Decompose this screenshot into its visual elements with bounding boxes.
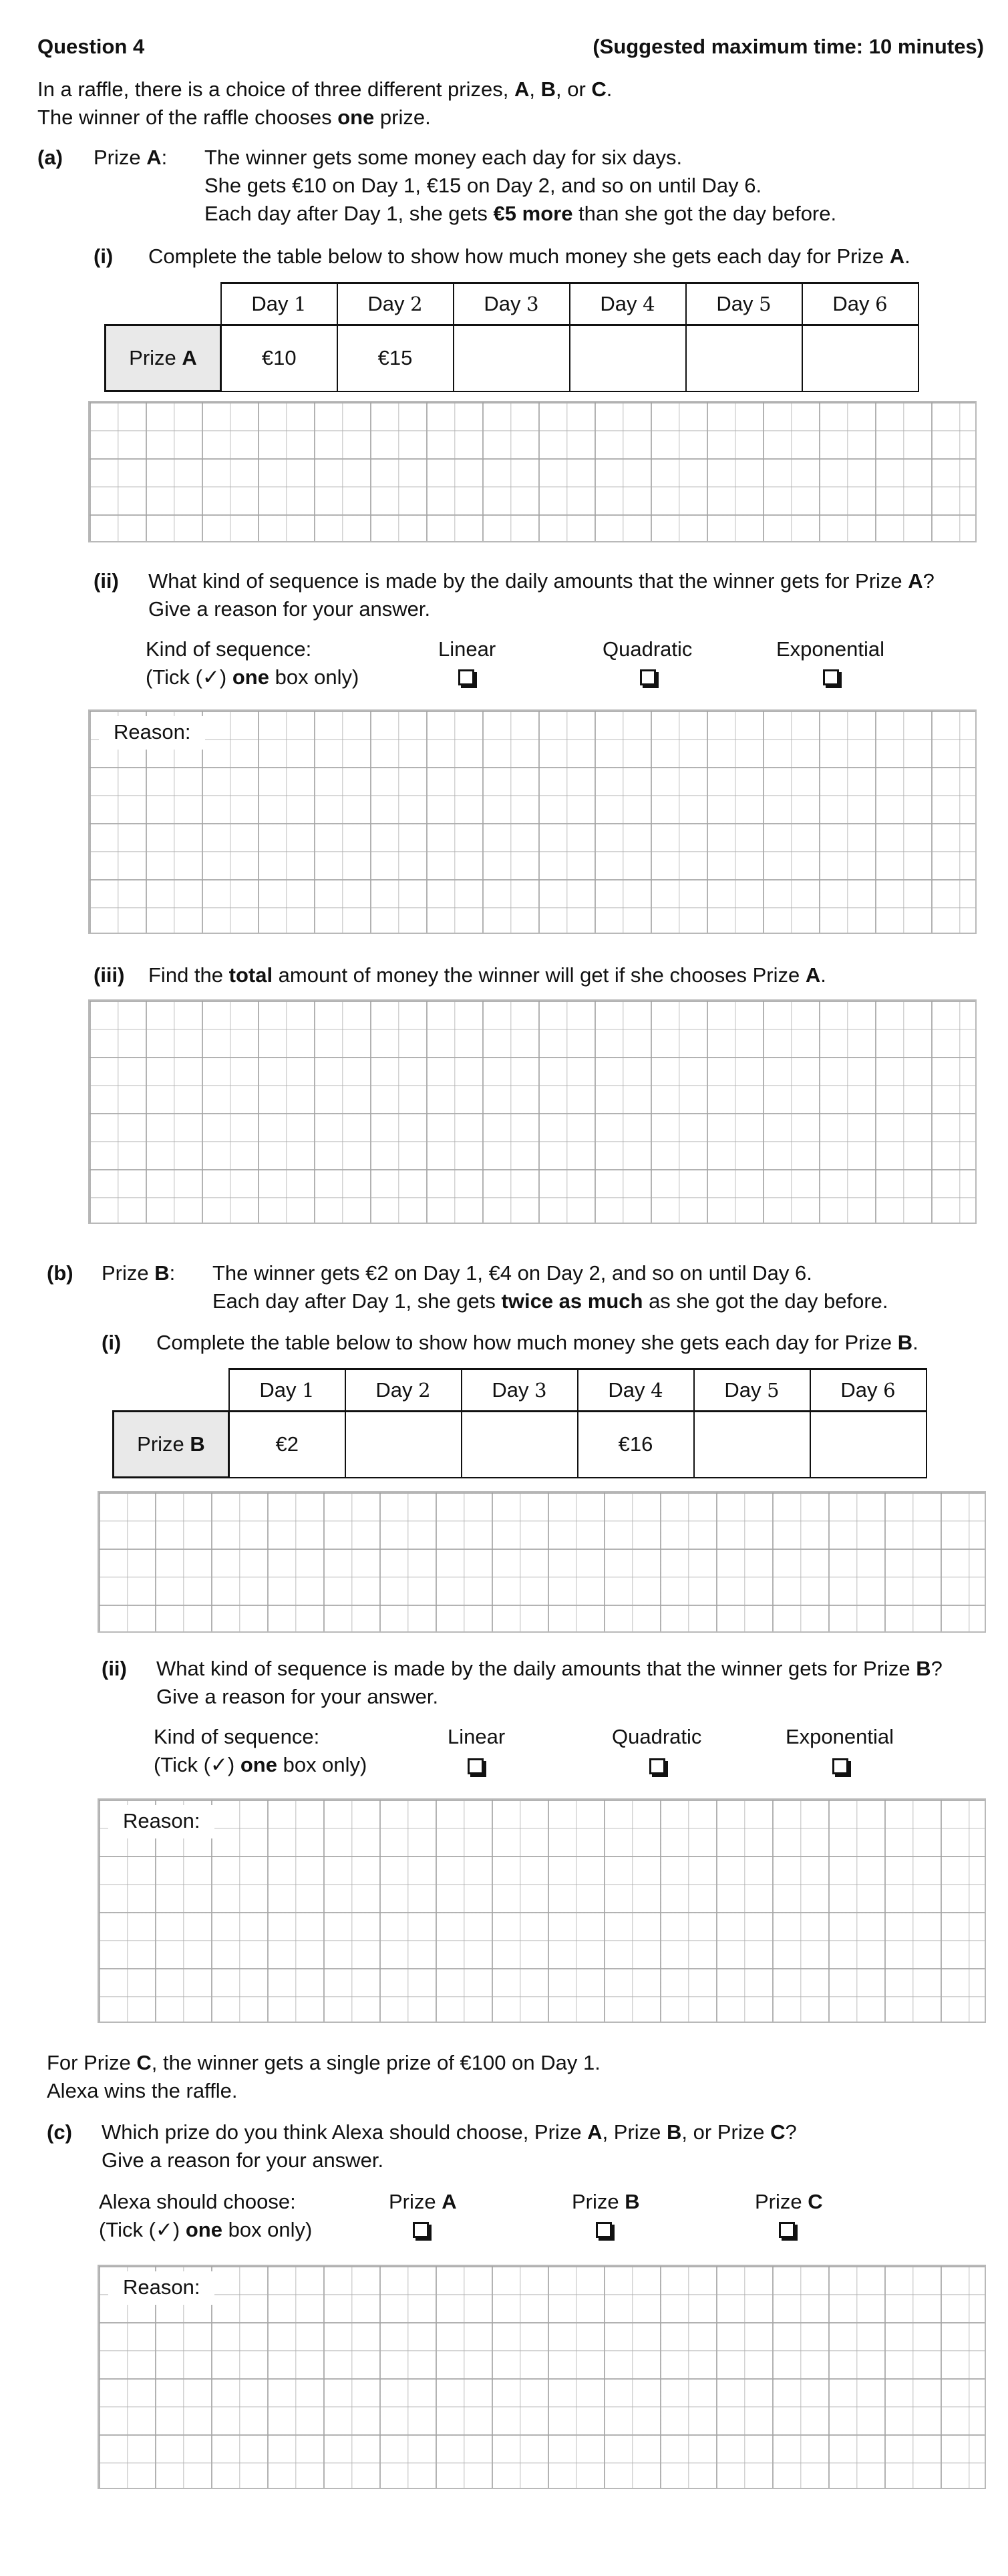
part-c-question: Which prize do you think Alexa should choose, Prize A, Prize B, or Prize C? (102, 2120, 797, 2144)
part-c-label: (c) (47, 2120, 72, 2144)
day-2-header: Day 2 (337, 283, 454, 325)
prize-b-checkbox[interactable] (596, 2222, 612, 2238)
answer-grid-a-i[interactable] (88, 401, 977, 542)
intro-line-1: In a raffle, there is a choice of three different prizes, A, B, or C. (37, 77, 613, 101)
suggested-time: (Suggested maximum time: 10 minutes) (593, 35, 984, 58)
prize-a-desc-2: She gets €10 on Day 1, €15 on Day 2, and so on until Day 6. (204, 174, 762, 197)
prize-b-desc-2: Each day after Day 1, she gets twice as much as she got the day before. (212, 1289, 888, 1313)
alexa-choose-label: Alexa should choose: (99, 2190, 296, 2213)
alexa-wins-text: Alexa wins the raffle. (47, 2079, 238, 2102)
part-a-ii-question: What kind of sequence is made by the daily amounts that the winner gets for Prize A? (148, 569, 935, 593)
prize-b-day-5-cell[interactable] (694, 1412, 810, 1478)
tick-instruction: (Tick (✓) one box only) (154, 1753, 367, 1776)
prize-a-day-6-cell[interactable] (802, 325, 918, 391)
prize-b-table (112, 1368, 927, 1478)
exponential-checkbox-a[interactable] (823, 669, 839, 685)
part-a-ii-reason-prompt: Give a reason for your answer. (148, 597, 431, 621)
day-3-header: Day 3 (454, 283, 570, 325)
day-1-header: Day 1 (221, 283, 337, 325)
part-a-ii-label: (ii) (94, 569, 119, 593)
day-6-header: Day 6 (802, 283, 918, 325)
reason-label: Reason: (108, 1805, 214, 1838)
option-prize-c-label: Prize C (755, 2190, 823, 2213)
part-b-ii-label: (ii) (102, 1657, 127, 1680)
part-c-reason-prompt: Give a reason for your answer. (102, 2148, 384, 2172)
option-exponential-label: Exponential (776, 637, 885, 661)
exponential-checkbox-b[interactable] (832, 1758, 848, 1774)
day-3-header: Day 3 (462, 1370, 578, 1412)
prize-a-heading: Prize A: (94, 146, 168, 169)
tick-instruction: (Tick (✓) one box only) (99, 2218, 313, 2241)
part-a-iii-text: Find the total amount of money the winner will get if she chooses Prize A. (148, 963, 826, 987)
reason-grid-b-ii[interactable] (98, 1798, 986, 2023)
prize-b-day-1-cell[interactable]: €2 (229, 1412, 345, 1478)
part-b-ii-reason-prompt: Give a reason for your answer. (156, 1685, 439, 1708)
prize-a-table (104, 282, 919, 392)
day-4-header: Day 4 (578, 1370, 694, 1412)
part-a-i-label: (i) (94, 245, 114, 268)
prize-b-day-6-cell[interactable] (810, 1412, 927, 1478)
reason-label: Reason: (108, 2271, 214, 2305)
day-5-header: Day 5 (686, 283, 802, 325)
quadratic-checkbox-a[interactable] (640, 669, 656, 685)
option-quadratic-label: Quadratic (603, 637, 693, 661)
part-b-i-label: (i) (102, 1331, 122, 1354)
prize-c-checkbox[interactable] (779, 2222, 795, 2238)
option-linear-label: Linear (448, 1725, 506, 1748)
prize-a-day-3-cell[interactable] (454, 325, 570, 391)
kind-of-sequence-label: Kind of sequence: (154, 1725, 320, 1748)
option-linear-label: Linear (438, 637, 496, 661)
question-title: Question 4 (37, 35, 145, 58)
prize-a-checkbox[interactable] (413, 2222, 429, 2238)
option-prize-b-label: Prize B (572, 2190, 640, 2213)
prize-b-desc-1: The winner gets €2 on Day 1, €4 on Day 2, and so on until Day 6. (212, 1261, 812, 1285)
option-exponential-label: Exponential (786, 1725, 894, 1748)
prize-b-heading: Prize B: (102, 1261, 176, 1285)
prize-a-day-2-cell[interactable]: €15 (337, 325, 454, 391)
linear-checkbox-b[interactable] (468, 1758, 484, 1774)
prize-a-day-4-cell[interactable] (570, 325, 686, 391)
prize-b-day-2-cell[interactable] (345, 1412, 462, 1478)
option-quadratic-label: Quadratic (612, 1725, 702, 1748)
prize-a-desc-1: The winner gets some money each day for six days. (204, 146, 683, 169)
day-5-header: Day 5 (694, 1370, 810, 1412)
answer-grid-a-iii[interactable] (88, 999, 977, 1224)
prize-a-day-1-cell[interactable]: €10 (221, 325, 337, 391)
linear-checkbox-a[interactable] (458, 669, 474, 685)
quadratic-checkbox-b[interactable] (649, 1758, 665, 1774)
day-6-header: Day 6 (810, 1370, 927, 1412)
reason-label: Reason: (99, 716, 205, 750)
day-1-header: Day 1 (229, 1370, 345, 1412)
part-b-i-text: Complete the table below to show how much money she gets each day for Prize B. (156, 1331, 918, 1354)
prize-c-text: For Prize C, the winner gets a single prize of €100 on Day 1. (47, 2051, 601, 2074)
reason-grid-c[interactable] (98, 2265, 986, 2489)
prize-a-desc-3: Each day after Day 1, she gets €5 more than she got the day before. (204, 202, 837, 225)
prize-b-day-4-cell[interactable]: €16 (578, 1412, 694, 1478)
option-prize-a-label: Prize A (389, 2190, 457, 2213)
prize-a-row-label: Prize A (106, 325, 221, 391)
answer-grid-b-i[interactable] (98, 1491, 986, 1633)
part-a-i-text: Complete the table below to show how much money she gets each day for Prize A. (148, 245, 910, 268)
day-4-header: Day 4 (570, 283, 686, 325)
kind-of-sequence-label: Kind of sequence: (146, 637, 312, 661)
part-a-iii-label: (iii) (94, 963, 125, 987)
prize-b-row-label: Prize B (114, 1412, 229, 1478)
part-b-ii-question: What kind of sequence is made by the daily amounts that the winner gets for Prize B? (156, 1657, 943, 1680)
prize-b-day-3-cell[interactable] (462, 1412, 578, 1478)
prize-a-day-5-cell[interactable] (686, 325, 802, 391)
part-b-label: (b) (47, 1261, 73, 1285)
part-a-label: (a) (37, 146, 63, 169)
reason-grid-a-ii[interactable] (88, 709, 977, 934)
intro-line-2: The winner of the raffle chooses one prize. (37, 106, 431, 129)
day-2-header: Day 2 (345, 1370, 462, 1412)
tick-instruction: (Tick (✓) one box only) (146, 665, 359, 689)
